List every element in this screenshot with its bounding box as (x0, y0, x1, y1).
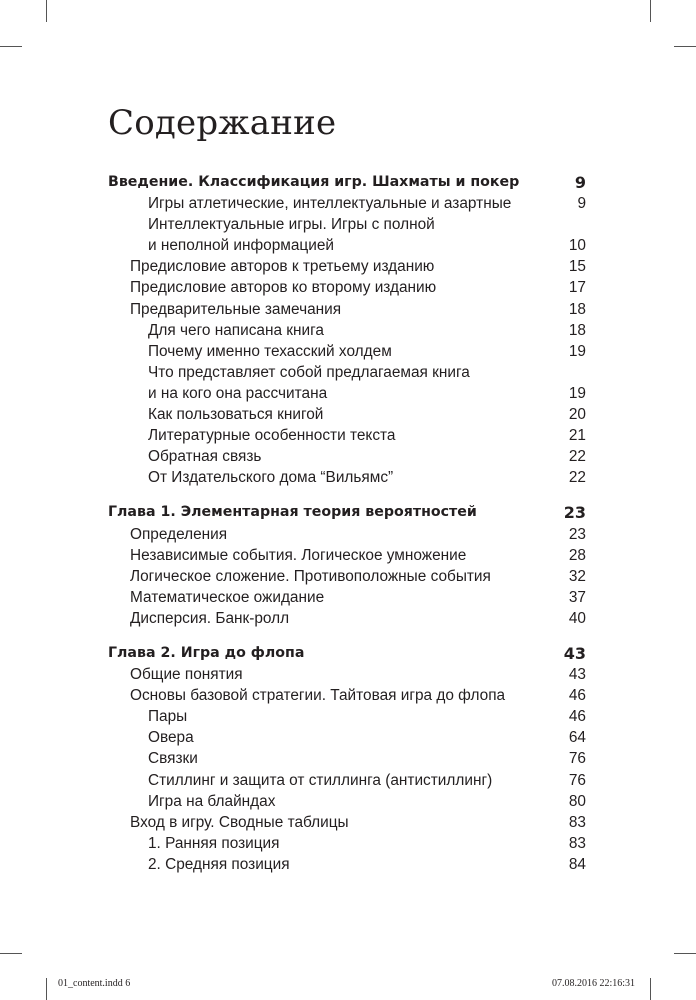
toc-entry-title: Глава 1. Элементарная теория вероятностей (108, 504, 477, 521)
toc-entry-title (108, 214, 556, 256)
toc-entry-title (108, 362, 556, 404)
toc-page-number: 18 (568, 321, 586, 339)
toc-entry-title: Предисловие авторов ко второму изданию (130, 279, 437, 297)
toc-entry-title: Литературные особенности текста (148, 427, 396, 445)
toc-entry-title: Вход в игру. Сводные таблицы (130, 813, 349, 831)
toc-page-number: 9 (577, 195, 586, 213)
toc-entry-title: Обратная связь (148, 448, 262, 466)
footer-file-info: 01_content.indd 6 (58, 978, 131, 989)
toc-page-number: 83 (568, 834, 586, 852)
crop-mark-top-left (46, 0, 47, 22)
toc-page-number: 80 (568, 792, 586, 810)
toc-entry[interactable] (108, 425, 586, 446)
toc-entry-title: Независимые события. Логическое умножение (130, 546, 467, 564)
toc-entry-title: Предисловие авторов к третьему изданию (130, 258, 435, 276)
toc-entry-title: Математическое ожидание (130, 588, 325, 606)
toc-entry[interactable] (108, 770, 586, 791)
toc-entry-title-line: Что представляет собой предлагаемая книга (148, 363, 470, 381)
toc-entry[interactable] (108, 446, 586, 467)
toc-chapter[interactable] (108, 172, 586, 193)
toc-page-number: 10 (568, 237, 586, 255)
toc-entry[interactable] (108, 193, 586, 214)
toc-entry[interactable] (108, 214, 586, 256)
toc-page-number: 46 (568, 708, 586, 726)
toc-page-number: 40 (568, 609, 586, 627)
toc-entry-title: Основы базовой стратегии. Тайтовая игра до флопа (130, 687, 506, 705)
toc-entry[interactable] (108, 727, 586, 748)
crop-mark-bottom-left-h (0, 953, 22, 954)
toc-entry-title: Игры атлетические, интеллектуальные и азартные (148, 195, 512, 213)
crop-mark-top-right-h (674, 46, 696, 47)
toc-entry[interactable] (108, 608, 586, 629)
toc-chapter[interactable] (108, 502, 586, 523)
toc-entry-title: Для чего написана книга (148, 321, 324, 339)
toc-page-number: 43 (568, 666, 586, 684)
toc-entry-title: Стиллинг и защита от стиллинга (антистиллинг) (148, 771, 493, 789)
toc-page-number: 23 (563, 503, 586, 523)
toc-entry[interactable] (108, 299, 586, 320)
toc-entry[interactable] (108, 664, 586, 685)
toc-entry[interactable] (108, 524, 586, 545)
crop-mark-bottom-right-h (674, 953, 696, 954)
toc-page-number: 23 (568, 525, 586, 543)
crop-mark-top-left-h (0, 46, 22, 47)
toc-entry-title: Введение. Классификация игр. Шахматы и покер (108, 174, 520, 190)
toc-entry[interactable] (108, 404, 586, 425)
toc-page-number: 84 (568, 855, 586, 873)
footer-timestamp: 07.08.2016 22:16:31 (552, 978, 636, 989)
toc-page-number: 21 (568, 427, 586, 445)
toc-entry-title: Глава 2. Игра до флопа (108, 644, 305, 661)
toc-entry[interactable] (108, 566, 586, 587)
toc-entry-title: Овера (148, 729, 194, 747)
toc-page-number: 19 (568, 384, 586, 402)
toc-page-number: 43 (563, 643, 586, 663)
crop-mark-bottom-right (650, 978, 651, 1000)
crop-mark-top-right (650, 0, 651, 22)
toc-chapter[interactable] (108, 643, 586, 664)
toc-entry-title-line: и неполной информацией (148, 237, 334, 255)
toc-entry[interactable] (108, 256, 586, 277)
toc-entry[interactable] (108, 277, 586, 298)
toc-page-number: 83 (568, 813, 586, 831)
toc-entry[interactable] (108, 320, 586, 341)
toc-page-number: 20 (568, 406, 586, 424)
toc-entry-title: 2. Средняя позиция (148, 855, 290, 873)
toc-page-number: 9 (574, 173, 586, 192)
toc-entry-title: Определения (130, 525, 228, 543)
toc-page-number: 28 (568, 546, 586, 564)
toc-entry-title: Как пользоваться книгой (148, 406, 324, 424)
crop-mark-bottom-left (46, 978, 47, 1000)
toc-entry[interactable] (108, 545, 586, 566)
toc-page-number: 22 (568, 448, 586, 466)
toc-page-number: 76 (568, 771, 586, 789)
toc-entry[interactable] (108, 706, 586, 727)
toc-entry[interactable] (108, 341, 586, 362)
table-of-contents (108, 172, 586, 875)
toc-page-number: 22 (568, 469, 586, 487)
page-title: Содержание (108, 103, 337, 143)
toc-entry[interactable] (108, 833, 586, 854)
toc-entry-title: Почему именно техасский холдем (148, 342, 392, 360)
toc-entry[interactable] (108, 812, 586, 833)
toc-entry-title-line: Интеллектуальные игры. Игры с полной (148, 216, 435, 234)
toc-page-number: 32 (568, 567, 586, 585)
toc-entry-title: От Издательского дома “Вильямс” (148, 469, 394, 487)
toc-page-number: 64 (568, 729, 586, 747)
toc-page-number: 19 (568, 342, 586, 360)
toc-page-number: 17 (568, 279, 586, 297)
toc-entry-title: Пары (148, 708, 188, 726)
toc-entry-title: Логическое сложение. Противоположные события (130, 567, 491, 585)
toc-entry[interactable] (108, 685, 586, 706)
toc-entry[interactable] (108, 791, 586, 812)
toc-entry-title: Общие понятия (130, 666, 243, 684)
toc-entry-title: Связки (148, 750, 198, 768)
toc-entry-title: Дисперсия. Банк-ролл (130, 609, 290, 627)
toc-entry[interactable] (108, 748, 586, 769)
toc-entry-title: 1. Ранняя позиция (148, 834, 280, 852)
toc-entry[interactable] (108, 854, 586, 875)
toc-page-number: 37 (568, 588, 586, 606)
toc-entry[interactable] (108, 467, 586, 488)
toc-entry[interactable] (108, 587, 586, 608)
toc-entry-title: Игра на блайндах (148, 792, 276, 810)
toc-page-number: 15 (568, 258, 586, 276)
toc-entry-title-line: и на кого она рассчитана (148, 384, 328, 402)
toc-entry[interactable] (108, 362, 586, 404)
toc-page-number: 46 (568, 687, 586, 705)
toc-page-number: 76 (568, 750, 586, 768)
toc-page-number: 18 (568, 300, 586, 318)
toc-entry-title: Предварительные замечания (130, 300, 342, 318)
